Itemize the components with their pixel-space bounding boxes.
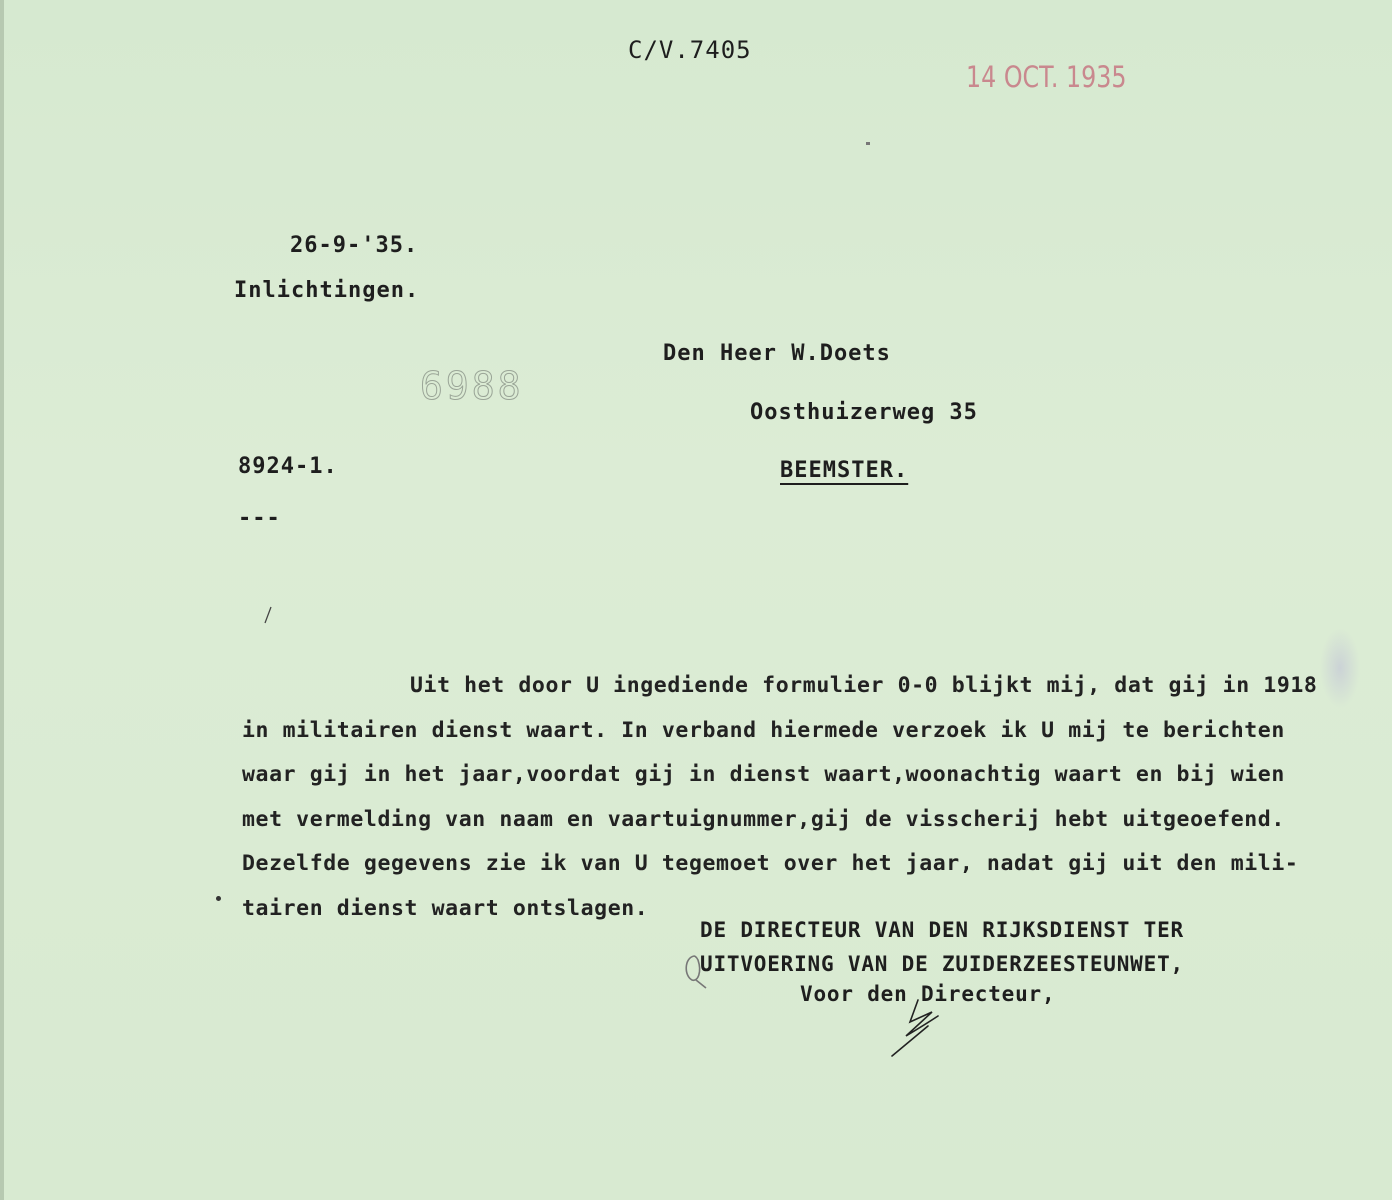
letter-date: 26-9-'35. — [290, 233, 419, 258]
inbox-number-stamp: 6988 — [420, 364, 524, 408]
handwritten-paraph-icon — [888, 996, 948, 1060]
file-reference: 8924-1. — [238, 454, 338, 479]
body-line: Uit het door U ingediende formulier 0-0 blijkt mij, dat gij in 1918 — [410, 673, 1318, 698]
letter-body — [242, 664, 1372, 931]
ink-speck — [866, 142, 870, 145]
signature-line-1: DE DIRECTEUR VAN DEN RIJKSDIENST TER — [700, 918, 1184, 942]
body-line: waar gij in het jaar,voordat gij in dienst waart,woonachtig waart en bij wien — [242, 762, 1285, 787]
signature-line-3: Voor den Directeur, — [800, 982, 1056, 1006]
body-line: tairen dienst waart ontslagen. — [242, 895, 649, 921]
separator-dash: --- — [238, 506, 281, 531]
pencil-tick-icon — [264, 606, 272, 624]
reference-number: C/V.7405 — [628, 36, 752, 64]
addressee-name: Den Heer W.Doets — [663, 341, 891, 366]
margin-dot — [216, 896, 221, 901]
handwritten-mark-icon — [680, 952, 710, 992]
received-date-stamp: 14 OCT. 1935 — [966, 60, 1127, 94]
body-line: Dezelfde gegevens zie ik van U tegemoet over het jaar, nadat gij uit den mili- — [242, 851, 1299, 876]
addressee-city: BEEMSTER. — [780, 458, 909, 483]
subject-label: Inlichtingen. — [234, 278, 420, 303]
page-edge — [0, 0, 4, 1200]
addressee-street: Oosthuizerweg 35 — [750, 400, 978, 425]
body-line: met vermelding van naam en vaartuignummer,gij de visscherij hebt uitgeoefend. — [242, 806, 1285, 832]
signature-line-2: UITVOERING VAN DE ZUIDERZEESTEUNWET, — [700, 952, 1184, 976]
body-line: in militairen dienst waart. In verband hiermede verzoek ik U mij te berichten — [242, 717, 1285, 743]
